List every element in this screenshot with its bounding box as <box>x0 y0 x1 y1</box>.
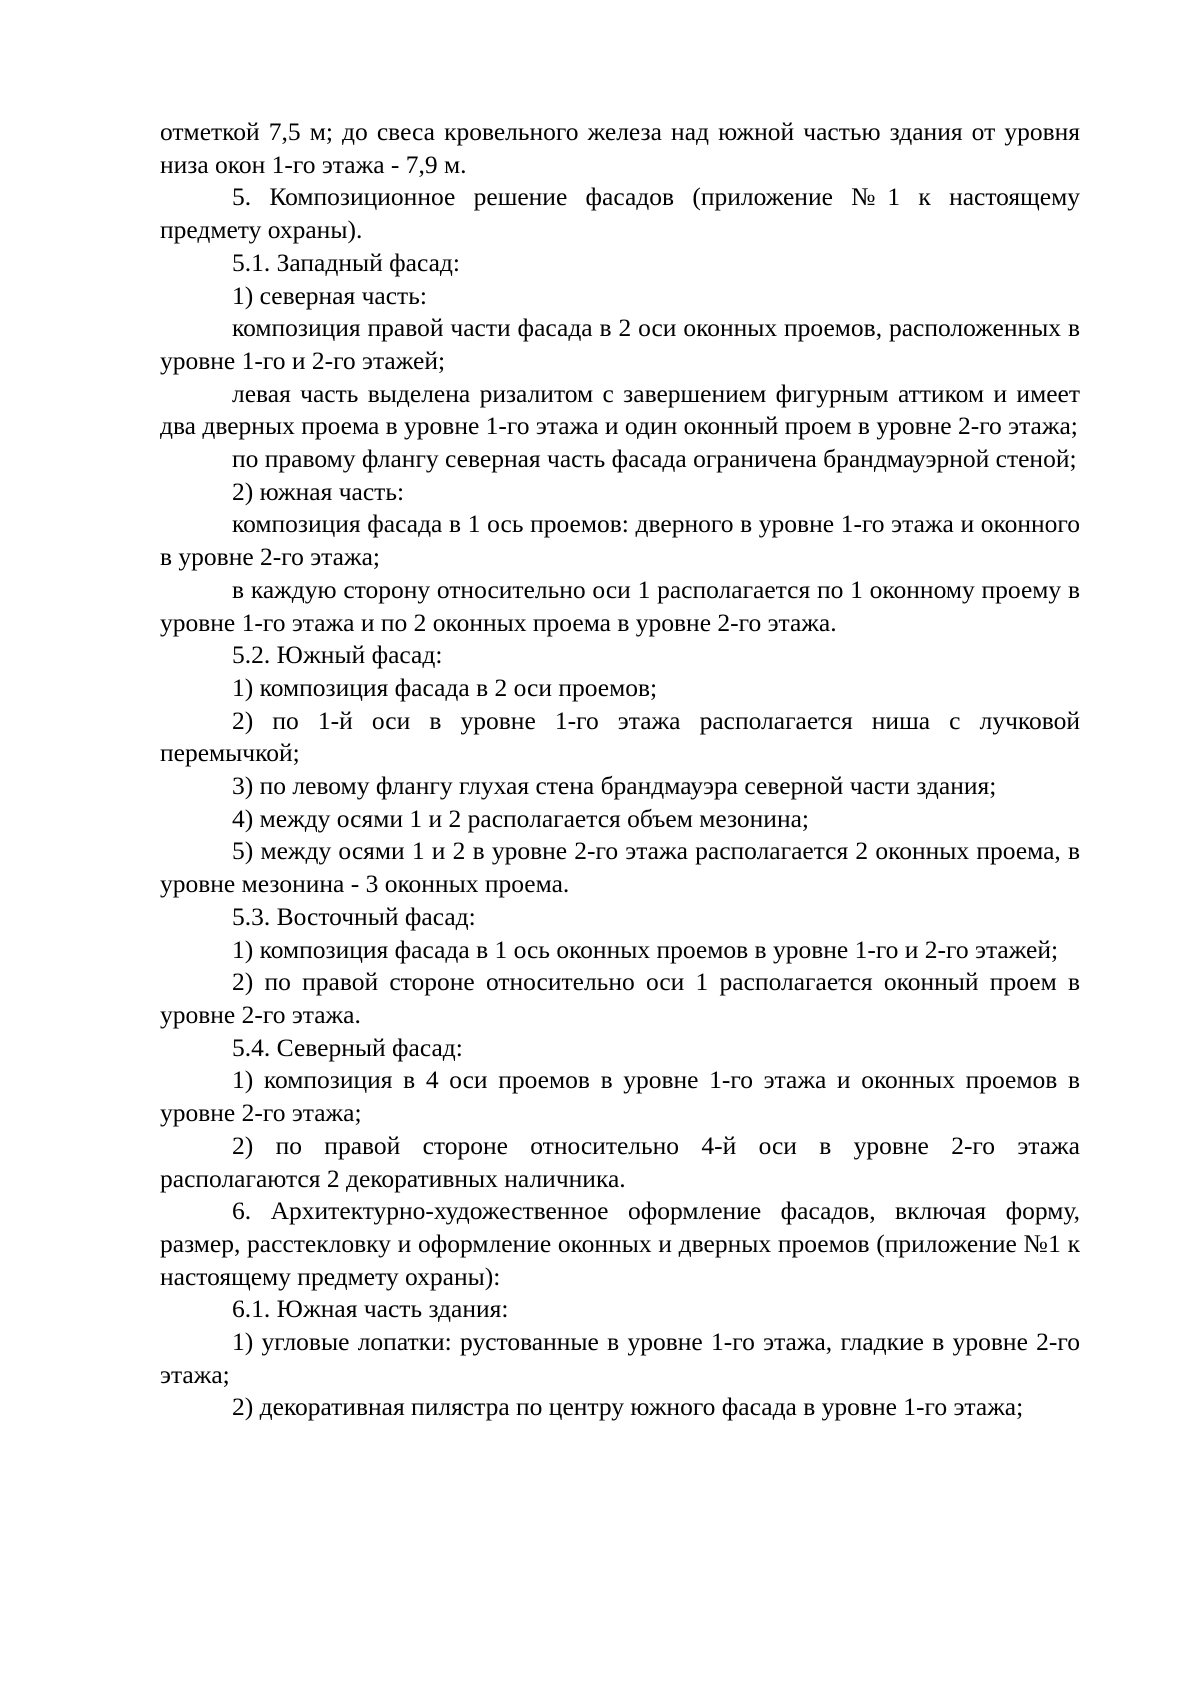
paragraph: в каждую сторону относительно оси 1 располагается по 1 оконному проему в уровне 1-го этажа и по 2 оконных проема в уровне 2-го этажа. <box>160 574 1080 637</box>
paragraph: 2) по 1-й оси в уровне 1-го этажа располагается ниша с лучковой перемычкой; <box>160 705 1080 768</box>
paragraph: 6. Архитектурно-художественное оформление фасадов, включая форму, размер, расстекловку и оформление оконных и дверных проемов (приложение №1 к настоящему предмету охраны): <box>160 1196 1080 1291</box>
paragraph: композиция фасада в 1 ось проемов: дверного в уровне 1-го этажа и оконного в уровне 2-го этажа; <box>160 509 1080 572</box>
paragraph: 1) композиция в 4 оси проемов в уровне 1-го этажа и оконных проемов в уровне 2-го этажа; <box>160 1065 1080 1128</box>
paragraph: 5. Композиционное решение фасадов (приложение №1 к настоящему предмету охраны). <box>160 182 1080 245</box>
paragraph: 2) по правой стороне относительно 4-й оси в уровне 2-го этажа располагаются 2 декоративных наличника. <box>160 1130 1080 1193</box>
paragraph: 1) композиция фасада в 1 ось оконных проемов в уровне 1-го и 2-го этажей; <box>232 934 1059 964</box>
paragraph: левая часть выделена ризалитом с завершением фигурным аттиком и имеет два дверных проема в уровне 1-го этажа и один оконный проем в уровне 2-го этажа; <box>160 378 1080 441</box>
paragraph: 5) между осями 1 и 2 в уровне 2-го этажа располагается 2 оконных проема, в уровне мезонина - 3 оконных проема. <box>160 836 1080 899</box>
paragraph: 4) между осями 1 и 2 располагается объем мезонина; <box>232 803 809 833</box>
paragraph: 2) декоративная пилястра по центру южного фасада в уровне 1-го этажа; <box>232 1392 1024 1422</box>
paragraph: отметкой 7,5 м; до свеса кровельного железа над южной частью здания от уровня низа окон 1-го этажа - 7,9 м. <box>160 117 1080 179</box>
document-page <box>160 116 1080 1424</box>
paragraph: по правому флангу северная часть фасада ограничена брандмауэрной стеной; <box>232 444 1077 474</box>
paragraph: 1) композиция фасада в 2 оси проемов; <box>232 672 658 702</box>
paragraph: 2) южная часть: <box>232 476 405 506</box>
paragraph: 5.1. Западный фасад: <box>232 247 460 277</box>
paragraph: 1) северная часть: <box>232 280 427 310</box>
paragraph: 5.3. Восточный фасад: <box>232 901 476 931</box>
paragraph: 3) по левому флангу глухая стена брандмауэра северной части здания; <box>232 771 997 801</box>
paragraph: 1) угловые лопатки: рустованные в уровне 1-го этажа, гладкие в уровне 2-го этажа; <box>160 1327 1080 1389</box>
paragraph: 5.4. Северный фасад: <box>232 1032 463 1062</box>
paragraph: 6.1. Южная часть здания: <box>232 1294 509 1324</box>
paragraph: 5.2. Южный фасад: <box>232 640 443 670</box>
paragraph: 2) по правой стороне относительно оси 1 располагается оконный проем в уровне 2-го этажа. <box>160 967 1080 1029</box>
paragraph: композиция правой части фасада в 2 оси оконных проемов, расположенных в уровне 1-го и 2-го этажей; <box>160 313 1080 375</box>
